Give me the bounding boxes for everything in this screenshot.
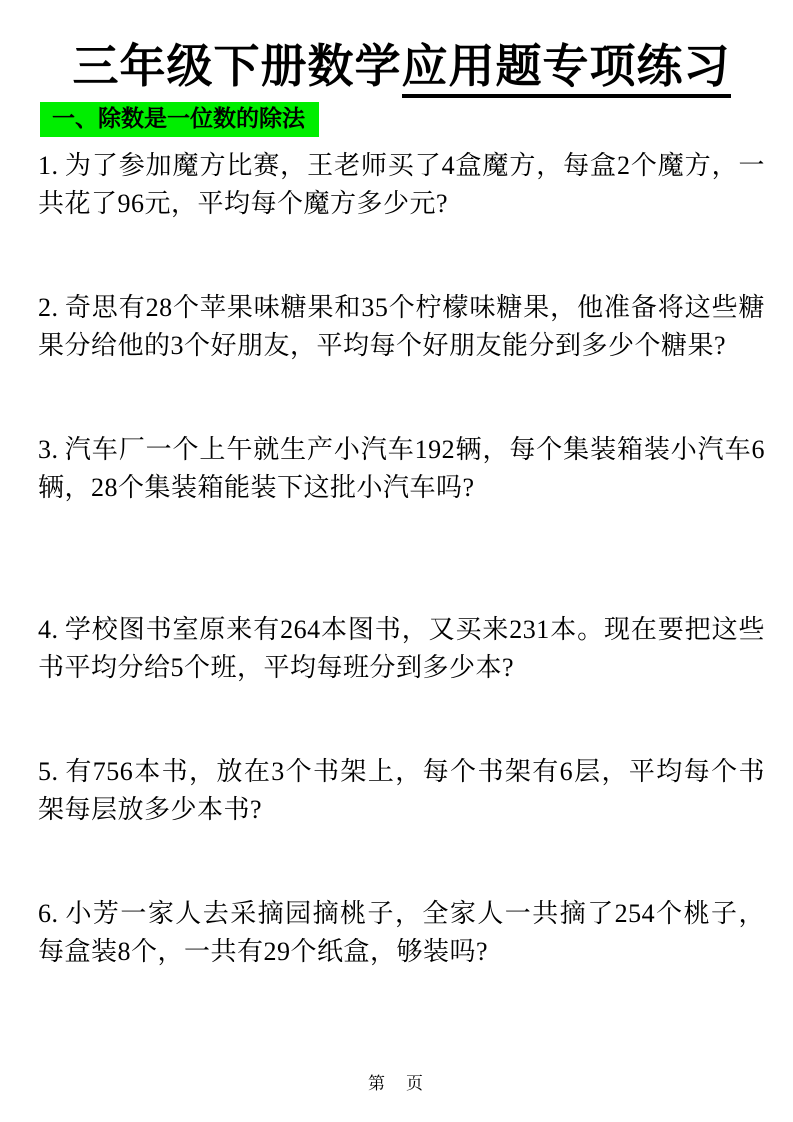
section-header: 一、除数是一位数的除法 <box>40 102 319 137</box>
problem-1-text: 为了参加魔方比赛，王老师买了4盒魔方，每盒2个魔方，一共花了96元，平均每个魔方多少元? <box>38 151 765 218</box>
problem-5 <box>38 753 765 829</box>
problem-4 <box>38 611 765 687</box>
problem-3 <box>38 431 765 507</box>
problem-2 <box>38 289 765 365</box>
problem-4-number: 4. <box>38 615 59 644</box>
problem-2-text: 奇思有28个苹果味糖果和35个柠檬味糖果，他准备将这些糖果分给他的3个好朋友，平均每个好朋友能分到多少个糖果? <box>38 293 765 360</box>
problem-list <box>38 147 765 971</box>
problem-6-number: 6. <box>38 899 59 928</box>
problem-4-text: 学校图书室原来有264本图书，又买来231本。现在要把这些书平均分给5个班，平均每班分到多少本? <box>38 615 765 682</box>
page-title-underlined: 应用题专项练习 <box>402 40 731 98</box>
problem-1-number: 1. <box>38 151 59 180</box>
page-title <box>38 38 765 94</box>
problem-2-number: 2. <box>38 293 59 322</box>
problem-6-text: 小芳一家人去采摘园摘桃子，全家人一共摘了254个桃子，每盒装8个，一共有29个纸盒，够装吗? <box>38 899 765 966</box>
problem-3-number: 3. <box>38 435 59 464</box>
problem-3-text: 汽车厂一个上午就生产小汽车192辆，每个集装箱装小汽车6辆，28个集装箱能装下这批小汽车吗? <box>38 435 765 502</box>
problem-6 <box>38 895 765 971</box>
page-title-plain: 三年级下册数学 <box>72 40 402 92</box>
problem-5-text: 有756本书，放在3个书架上，每个书架有6层，平均每个书架每层放多少本书? <box>38 757 765 824</box>
problem-5-number: 5. <box>38 757 59 786</box>
page-footer: 第 页 <box>368 1074 425 1093</box>
problem-1 <box>38 147 765 223</box>
